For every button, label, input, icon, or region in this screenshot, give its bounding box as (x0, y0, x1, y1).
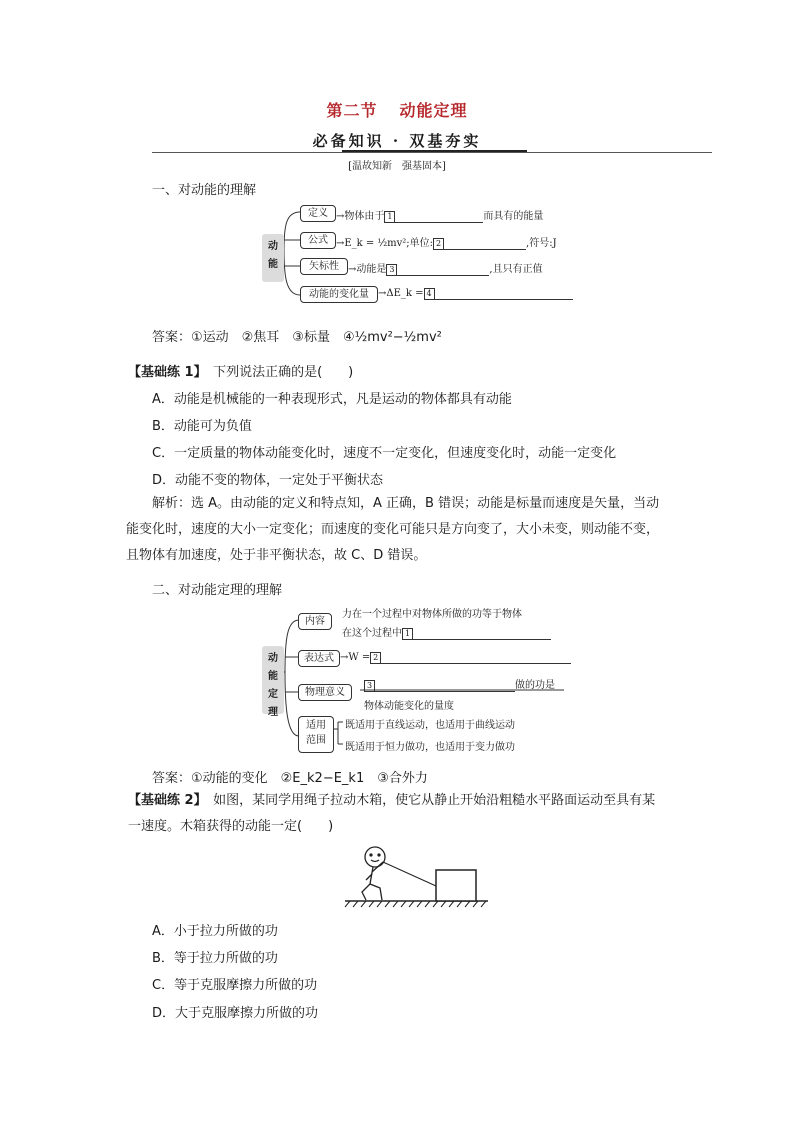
exercise2-option-a: A．小于拉力所做的功 (152, 924, 278, 939)
blank-number-3: 3 (386, 264, 397, 276)
section2-heading: 二、对动能定理的理解 (152, 583, 283, 598)
content-line1: 力在一个过程中对物体所做的功等于物体 (342, 609, 522, 620)
blank-number-6: 2 (370, 652, 381, 664)
diagram2-root-label: 动能定理 (268, 653, 278, 718)
scope-line2: 既适用于恒力做功，也适用于变力做功 (345, 742, 515, 753)
sub-banner: [温故知新 强基固本] (348, 161, 446, 172)
exercise1-option-d: D．动能不变的物体，一定处于平衡状态 (152, 473, 384, 488)
row-scalar-label: 矢标性 (300, 258, 348, 275)
blank-number-4: 4 (424, 288, 435, 300)
title-part2: 动能定理 (399, 101, 468, 120)
row-definition-pre: →物体由于 (336, 211, 385, 222)
blank-number-5: 1 (402, 628, 413, 640)
banner-heading: 必备知识 · 双基夯实 (312, 132, 482, 150)
section2-answer: 答案：①动能的变化 ②E_k2−E_k1 ③合外力 (152, 771, 428, 786)
exercise1-option-c: C．一定质量的物体动能变化时，速度不一定变化，但速度变化时，动能一定变化 (152, 446, 617, 461)
row-scalar-pre: →动能是 (348, 264, 387, 275)
row-scalar-post: ,且只有正值 (489, 264, 543, 275)
expression-label: 表达式 (298, 650, 340, 667)
blank-number-7: 3 (364, 680, 375, 692)
blank-number-1: 1 (384, 211, 395, 223)
section1-answer: 答案：①运动 ②焦耳 ③标量 ④½mv²−½mv² (152, 330, 442, 345)
scope-label-line1: 适用 (306, 720, 326, 731)
row-change-pre: →ΔE_k = (378, 288, 424, 299)
meaning-line2: 物体动能变化的量度 (364, 701, 454, 712)
row-change-label: 动能的变化量 (300, 286, 378, 303)
exercise2-option-d: D．大于克服摩擦力所做的功 (152, 1006, 319, 1021)
exercise2-question: 如图，某同学用绳子拉动木箱，使它从静止开始沿粗糙水平路面运动至具有某一速度。木箱获得的动能一定( ) (128, 793, 656, 834)
exercise1-analysis: 解析：选 A。由动能的定义和特点知，A 正确，B 错误；动能是标量而速度是矢量，当动能变化时，速度的大小一定变化；而速度的变化可能只是方向变了，大小未变，则动能不变，且物体有加速度，处于非平衡状态，故 C、D 错误。 (126, 496, 660, 563)
expression-pre: →W = (340, 652, 371, 663)
scope-label-line2: 范围 (306, 735, 326, 746)
title-part1: 第二节 (326, 101, 378, 120)
blank-number-2: 2 (433, 238, 444, 250)
exercise2-option-b: B．等于拉力所做的功 (152, 951, 278, 966)
row-formula-post: ,符号:J (526, 238, 557, 249)
exercise2-option-c: C．等于克服摩擦力所做的功 (152, 978, 318, 993)
exercise1-question: 下列说法正确的是( ) (200, 365, 354, 380)
exercise1-label: 【基础练 1】 (128, 365, 201, 380)
meaning-post: 做的功是 (515, 680, 555, 691)
diagram1-root-label: 动能 (268, 241, 278, 270)
row-definition-label: 定义 (300, 205, 336, 222)
row-formula-label: 公式 (300, 232, 336, 249)
row-formula-pre: →E_k = ½mv²;单位: (336, 238, 434, 249)
content-line2-text: 在这个过程中 (342, 628, 402, 639)
section1-heading: 一、对动能的理解 (152, 183, 257, 198)
exercise2-label: 【基础练 2】 (128, 793, 201, 808)
exercise1-option-a: A．动能是机械能的一种表现形式，凡是运动的物体都具有动能 (152, 392, 512, 407)
meaning-label: 物理意义 (298, 684, 352, 701)
content-label: 内容 (298, 613, 332, 630)
row-definition-post: 而具有的能量 (483, 211, 544, 222)
scope-line1: 既适用于直线运动，也适用于曲线运动 (345, 720, 515, 731)
exercise1-option-b: B．动能可为负值 (152, 419, 252, 434)
